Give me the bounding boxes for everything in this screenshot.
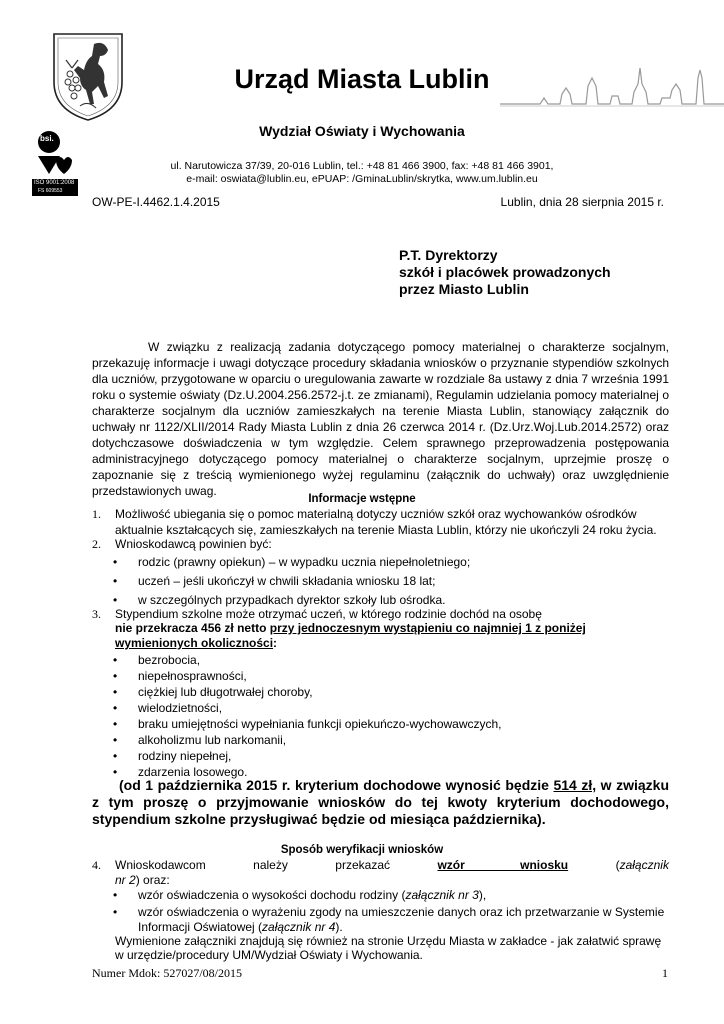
income-criterion-notice: [92, 777, 669, 828]
attachment-number: nr 2: [115, 873, 136, 887]
criterion-amount: 514 zł,: [553, 777, 597, 793]
list-item: • alkoholizmu lub narkomanii,: [138, 733, 286, 747]
item-number: 4.: [92, 858, 101, 872]
item-4-word: przekazać: [335, 858, 390, 872]
letter-date: Lublin, dnia 28 sierpnia 2015 r.: [500, 195, 664, 209]
list-item: • ciężkiej lub długotrwałej choroby,: [138, 685, 313, 699]
recipient-block: [399, 247, 611, 298]
recipient-line: przez Miasto Lublin: [399, 281, 529, 297]
section-heading-intro: Informacje wstępne: [308, 493, 416, 505]
address-line-2: e-mail: oswiata@lublin.eu, ePUAP: /GminaLublin/skrytka, www.um.lublin.eu: [186, 173, 538, 185]
attachment-4-reference: załącznik nr 4: [262, 920, 336, 934]
department-name: Wydział Oświaty i Wychowania: [259, 123, 465, 139]
list-item: • niepełnosprawności,: [138, 669, 247, 683]
list-item: • wzór oświadczenia o wyrażeniu zgody na umieszczenie danych oraz ich przetwarzanie w Systemie: [138, 905, 664, 919]
item-4-word: należy: [253, 858, 288, 872]
criterion-part-1: (od 1 października 2015 r. kryterium dochodowe wynosić będzie: [119, 777, 554, 793]
reference-number: OW-PE-I.4462.1.4.2015: [92, 195, 220, 209]
list-item-continuation: Informacji Oświatowej (załącznik nr 4).: [138, 920, 343, 934]
list-item: • zdarzenia losowego.: [138, 765, 247, 779]
item-4-line-2: [115, 873, 170, 887]
condition-text: przy jednoczesnym wystąpieniu co najmniej 1 z poniżej: [269, 621, 586, 635]
colon: :: [273, 636, 278, 650]
attachment-reference: (załącznik: [615, 858, 669, 872]
item-number: 2.: [92, 537, 101, 551]
list-item: • w szczególnych przypadkach dyrektor szkoły lub ośrodka.: [138, 593, 445, 607]
item-3-line-3: [115, 636, 277, 650]
page-title: Urząd Miasta Lublin: [234, 64, 490, 94]
recipient-line: szkół i placówek prowadzonych: [399, 264, 611, 280]
item-number: 3.: [92, 607, 101, 621]
document-number: Numer Mdok: 527027/08/2015: [92, 966, 242, 980]
list-item: • uczeń – jeśli ukończył w chwili składania wniosku 18 lat;: [138, 574, 435, 588]
page-number: 1: [662, 966, 668, 980]
list-item: • braku umiejętności wypełniania funkcji opiekuńczo-wychowawczych,: [138, 717, 502, 731]
item-4-tail: ) oraz:: [135, 873, 170, 887]
criterion-part-2: w związku z tym proszę o przyjmowanie wniosków do tej kwoty kryterium dochodowego, stypendium szkolne przysługiwać będzie od miesiąca października).: [92, 777, 669, 827]
iso-certificate-number: FS 609553: [38, 188, 63, 194]
list-item: • rodziny niepełnej,: [138, 749, 231, 763]
application-form-link[interactable]: wzór wniosku: [437, 858, 569, 872]
intro-paragraph: W związku z realizacją zadania dotyczącego pomocy materialnej o charakterze socjalnym, przekazuję informacje i uwagi dotyczące procedury składania wniosków o przyznanie stypendiów szkolnych dla uczniów, przygotowane w oparciu o uregulowania zawarte w rozdziale 8a ustawy z dnia 7 września 1991 roku o systemie oświaty (Dz.U.2004.256.2572-j.t. ze zmianami), Regulamin udzielania pomocy materialnej o charakterze socjalnym dla uczniów zamieszkałych na terenie Miasta Lublin, stanowiący załącznik do uchwały nr 1122/XLII/2014 Rady Miasta Lublin z dnia 26 czerwca 2014 r. (Dz.Urz.Woj.Lub.2014.2572) oraz dotychczasowe doświadczenia w tym względzie. Celem sprawnego przeprowadzenia postępowania administracyjnego dotyczącego pomocy materialnej o charakterze socjalnym, uprzejmie proszę o zapoznanie się z treścią wymienionego wyżej regulaminu (załącznik do uchwały) oraz uwzględnienie przedstawionych uwag.: [92, 340, 669, 498]
item-3-line-2: [115, 621, 586, 635]
item-1-line-2: aktualnie kształcących się, zamieszkałych na terenie Miasta Lublin, którzy nie ukończyli 24 roku życia.: [115, 523, 657, 537]
list-item: • bezrobocia,: [138, 653, 200, 667]
item-4-word: Wnioskodawcom: [115, 858, 206, 872]
income-threshold: nie przekracza 456 zł netto: [115, 621, 270, 635]
item-1-line-1: Możliwość ubiegania się o pomoc materialną dotyczy uczniów szkół oraz wychowanków ośrodków: [115, 507, 637, 521]
recipient-line: P.T. Dyrektorzy: [399, 247, 498, 263]
iso-label: ISO 9001:2008: [34, 180, 75, 186]
list-item: • rodzic (prawny opiekun) – w wypadku ucznia niepełnoletniego;: [138, 555, 470, 569]
item-4-line-1: [115, 858, 669, 872]
item-3-line-1: Stypendium szkolne może otrzymać uczeń, w którego rodzinie dochód na osobę: [115, 607, 542, 621]
attachment-3-reference: załącznik nr 3: [405, 888, 479, 902]
address-line-1: ul. Narutowicza 37/39, 20-016 Lublin, tel.: +48 81 466 3900, fax: +48 81 466 3901,: [170, 160, 554, 172]
closing-line-2: w urzędzie/procedury UM/Wydział Oświaty i Wychowania.: [115, 948, 423, 962]
list-item: • wielodzietności,: [138, 701, 222, 715]
condition-text-2: wymienionych okoliczności: [115, 636, 274, 650]
item-2-text: Wnioskodawcą powinien być:: [115, 537, 272, 551]
list-item: • wzór oświadczenia o wysokości dochodu rodziny (załącznik nr 3),: [138, 888, 486, 902]
section-heading-verification: Sposób weryfikacji wniosków: [280, 844, 444, 856]
closing-line-1: Wymienione załączniki znajdują się również na stronie Urzędu Miasta w zakładce - jak załatwić sprawę: [115, 934, 662, 948]
item-number: 1.: [92, 507, 101, 521]
bsi-label: bsi.: [40, 134, 54, 143]
